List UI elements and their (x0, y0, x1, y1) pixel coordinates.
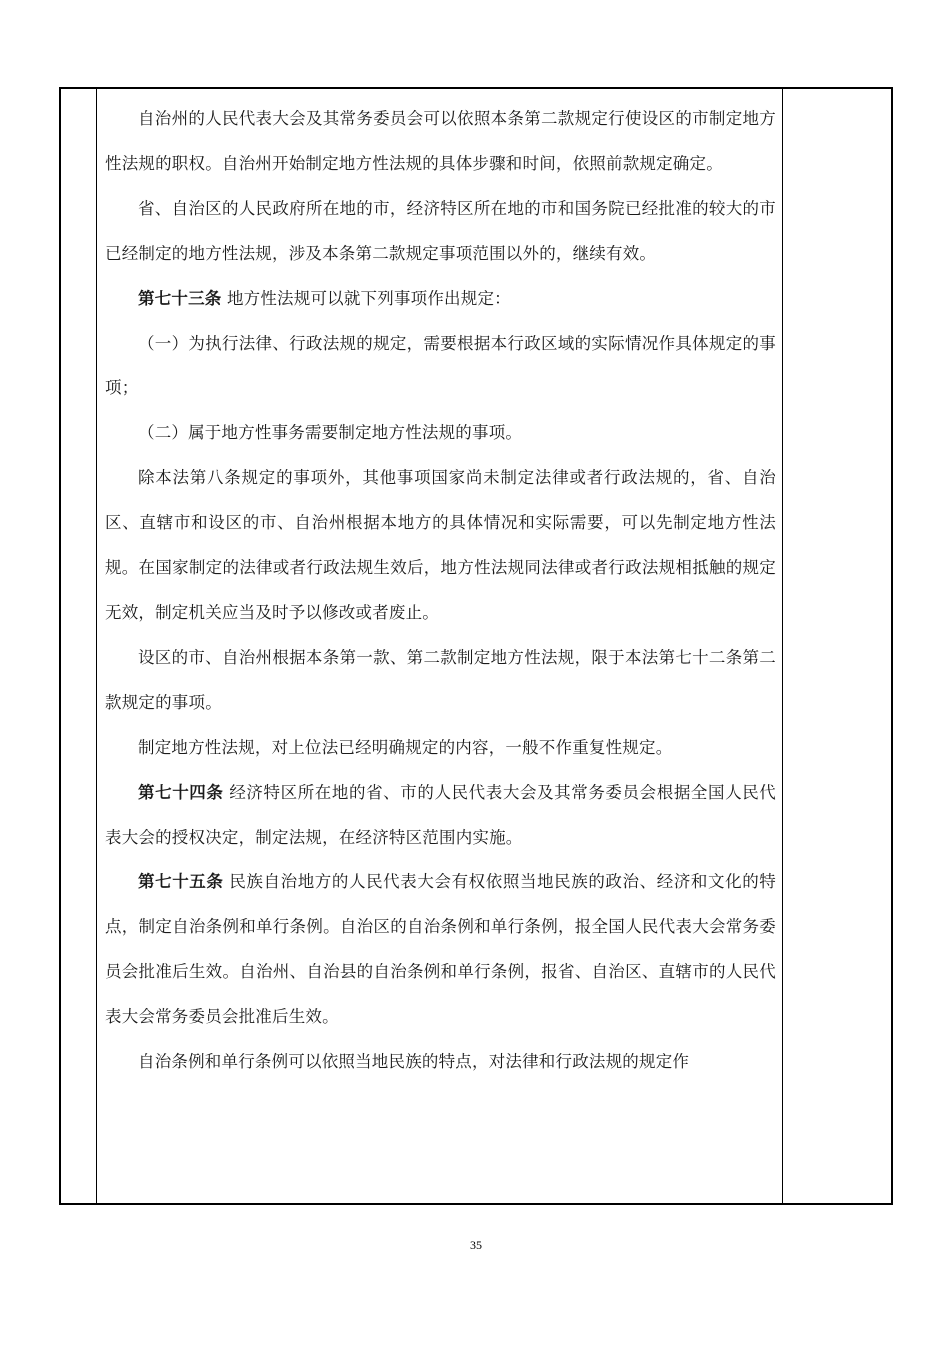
article-heading: 第七十四条 (138, 782, 224, 802)
paragraph (105, 1040, 776, 1085)
paragraph (105, 771, 776, 861)
paragraph-text: （一）为执行法律、行政法规的规定，需要根据本行政区域的实际情况作具体规定的事项； (105, 333, 776, 398)
paragraph (105, 636, 776, 726)
paragraph (105, 456, 776, 636)
paragraph (105, 860, 776, 1040)
paragraph-text: 经济特区所在地的省、市的人民代表大会及其常务委员会根据全国人民代表大会的授权决定，制定法规，在经济特区范围内实施。 (105, 782, 776, 847)
paragraph (105, 322, 776, 412)
paragraph (105, 277, 776, 322)
paragraph-text: （二）属于地方性事务需要制定地方性法规的事项。 (138, 423, 523, 443)
paragraph-text: 除本法第八条规定的事项外，其他事项国家尚未制定法律或者行政法规的，省、自治区、直辖市和设区的市、自治州根据本地方的具体情况和实际需要，可以先制定地方性法规。在国家制定的法律或者行政法规生效后，地方性法规同法律或者行政法规相抵触的规定无效，制定机关应当及时予以修改或者废止。 (105, 468, 776, 622)
paragraph (105, 97, 776, 187)
article-heading: 第七十三条 (138, 288, 222, 308)
paragraph-text: 设区的市、自治州根据本条第一款、第二款制定地方性法规，限于本法第七十二条第二款规定的事项。 (105, 647, 776, 712)
document-table (59, 87, 893, 1205)
paragraph-text: 自治州的人民代表大会及其常务委员会可以依照本条第二款规定行使设区的市制定地方性法规的职权。自治州开始制定地方性法规的具体步骤和时间，依照前款规定确定。 (105, 109, 776, 173)
article-heading: 第七十五条 (138, 872, 224, 892)
paragraph-text: 民族自治地方的人民代表大会有权依照当地民族的政治、经济和文化的特点，制定自治条例和单行条例。自治区的自治条例和单行条例，报全国人民代表大会常务委员会批准后生效。自治州、自治县的自治条例和单行条例，报省、自治区、直辖市的人民代表大会常务委员会批准后生效。 (105, 872, 776, 1027)
paragraph-text: 省、自治区的人民政府所在地的市，经济特区所在地的市和国务院已经批准的较大的市已经制定的地方性法规，涉及本条第二款规定事项范围以外的，继续有效。 (105, 198, 776, 263)
paragraph (105, 411, 776, 456)
page-number: 35 (470, 1238, 482, 1252)
right-margin-column (783, 89, 891, 1203)
paragraph-text: 自治条例和单行条例可以依照当地民族的特点，对法律和行政法规的规定作 (138, 1052, 690, 1072)
paragraph (105, 726, 776, 771)
main-text-column (97, 89, 783, 1203)
paragraph (105, 187, 776, 277)
paragraph-text: 地方性法规可以就下列事项作出规定： (221, 288, 511, 308)
paragraph-text: 制定地方性法规，对上位法已经明确规定的内容，一般不作重复性规定。 (138, 737, 673, 757)
text-content (105, 89, 776, 1085)
left-margin-column (61, 89, 97, 1203)
